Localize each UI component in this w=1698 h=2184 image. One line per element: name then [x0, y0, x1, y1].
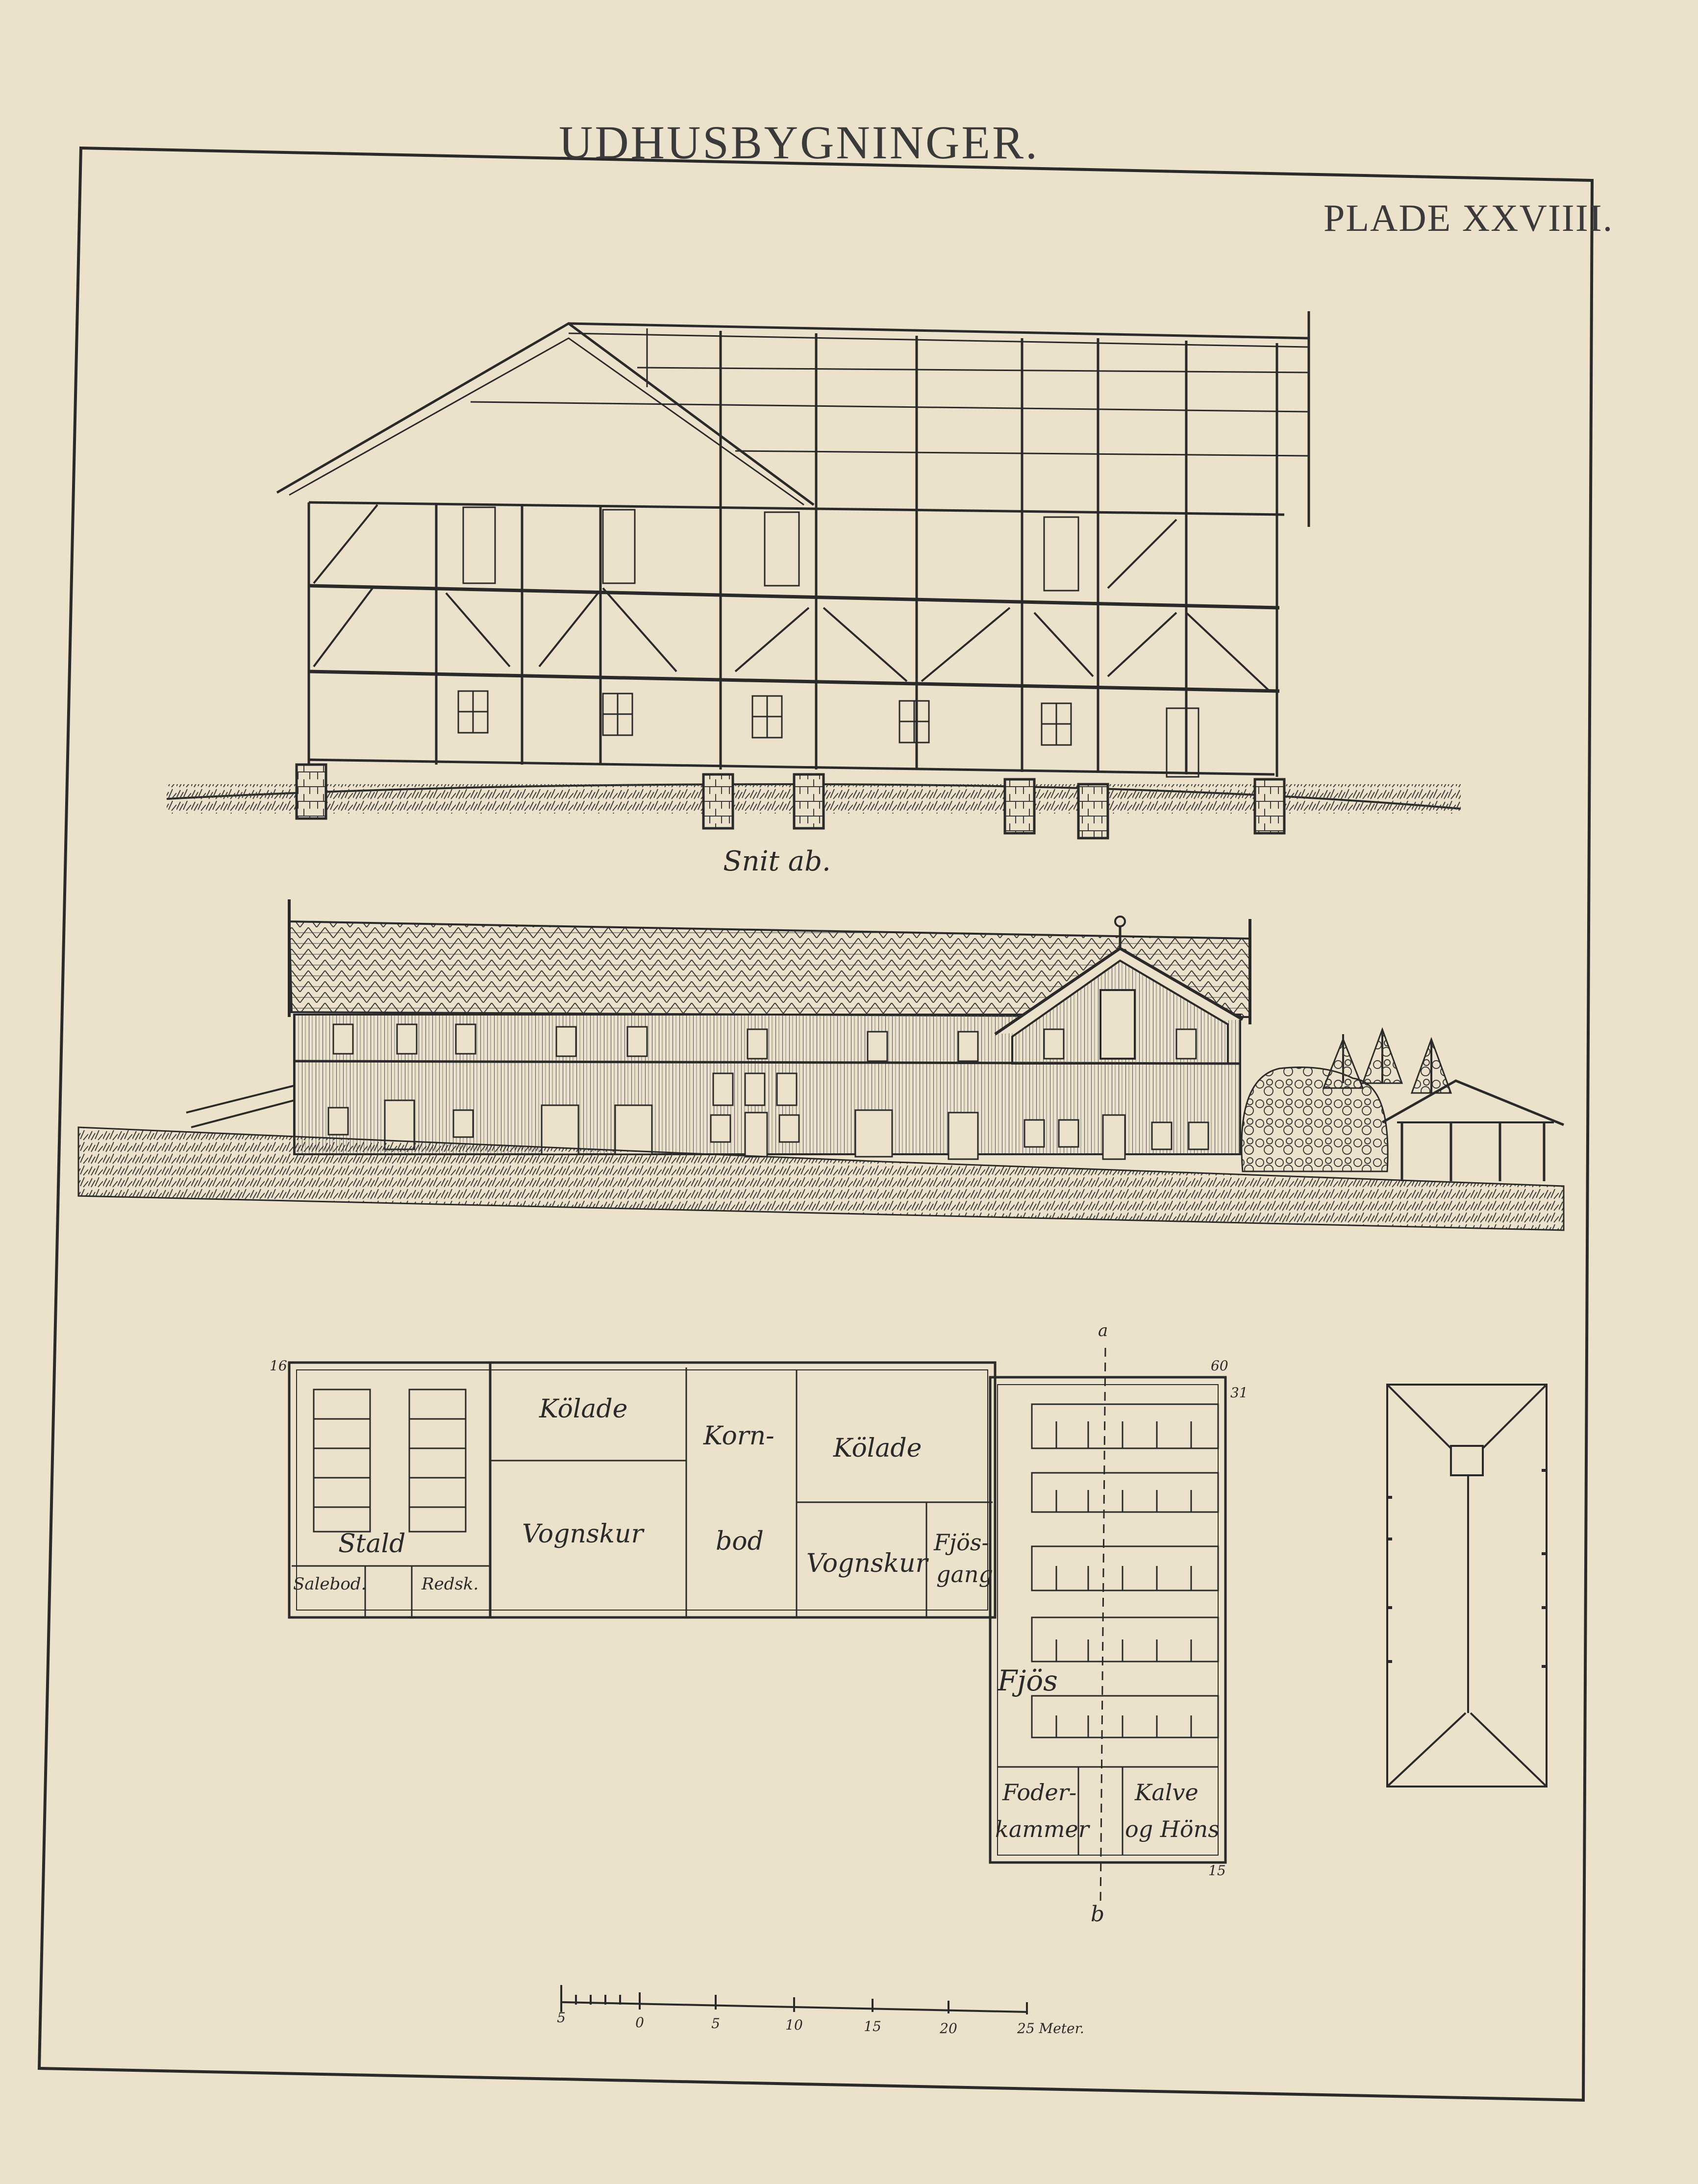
room-label-kolade-1: Kölade [539, 1394, 628, 1424]
room-label-vognskur-2: Vognskur [806, 1549, 928, 1578]
room-label-kalve-line1: Kalve [1135, 1779, 1199, 1806]
room-label-redsk: Redsk. [422, 1574, 479, 1594]
scale-tick-label: 10 [785, 2017, 803, 2033]
scale-unit-label: 25 Meter. [1017, 2020, 1084, 2036]
plate-number: PLADE XXVIIII. [1323, 197, 1614, 239]
scale-tick-label: 0 [635, 2014, 644, 2031]
room-label-salebod: Salebod. [293, 1574, 367, 1594]
room-label-foderkammer-line2: kammer [995, 1816, 1089, 1842]
scale-tick-label: 5 [557, 2010, 566, 2026]
room-label-kalve-line2: og Höns [1125, 1816, 1220, 1842]
section-caption: Snit ab. [723, 845, 831, 877]
scale-tick-label: 20 [940, 2020, 957, 2036]
plan-dimension-31: 31 [1230, 1385, 1248, 1401]
room-label-kornbod-line1: Korn- [703, 1421, 774, 1451]
room-label-stald: Stald [338, 1529, 406, 1559]
room-label-foderkammer-line1: Foder- [1002, 1779, 1077, 1806]
section-marker-b: b [1091, 1902, 1105, 1927]
room-label-fjosgang-line1: Fjös- [934, 1529, 990, 1556]
room-label-kolade-2: Kölade [833, 1434, 922, 1463]
room-label-fjosgang-line2: gang [936, 1561, 993, 1588]
scale-tick-label: 5 [711, 2015, 720, 2032]
section-drawing [167, 311, 1461, 838]
roof-plan [1387, 1385, 1547, 1787]
scale-bar [561, 1985, 1027, 2014]
section-marker-a: a [1098, 1321, 1108, 1340]
elevation-drawing [78, 899, 1564, 1230]
plan-dimension-60: 60 [1211, 1358, 1228, 1374]
room-label-kornbod-line2: bod [716, 1527, 764, 1556]
plan-dimension-15: 15 [1208, 1862, 1226, 1879]
room-label-fjos: Fjös [998, 1664, 1058, 1697]
scale-tick-label: 15 [864, 2018, 881, 2035]
plate-title: UDHUSBYGNINGER. [559, 116, 1040, 169]
room-label-vognskur-1: Vognskur [522, 1519, 644, 1549]
plan-dimension-16: 16 [270, 1358, 287, 1374]
